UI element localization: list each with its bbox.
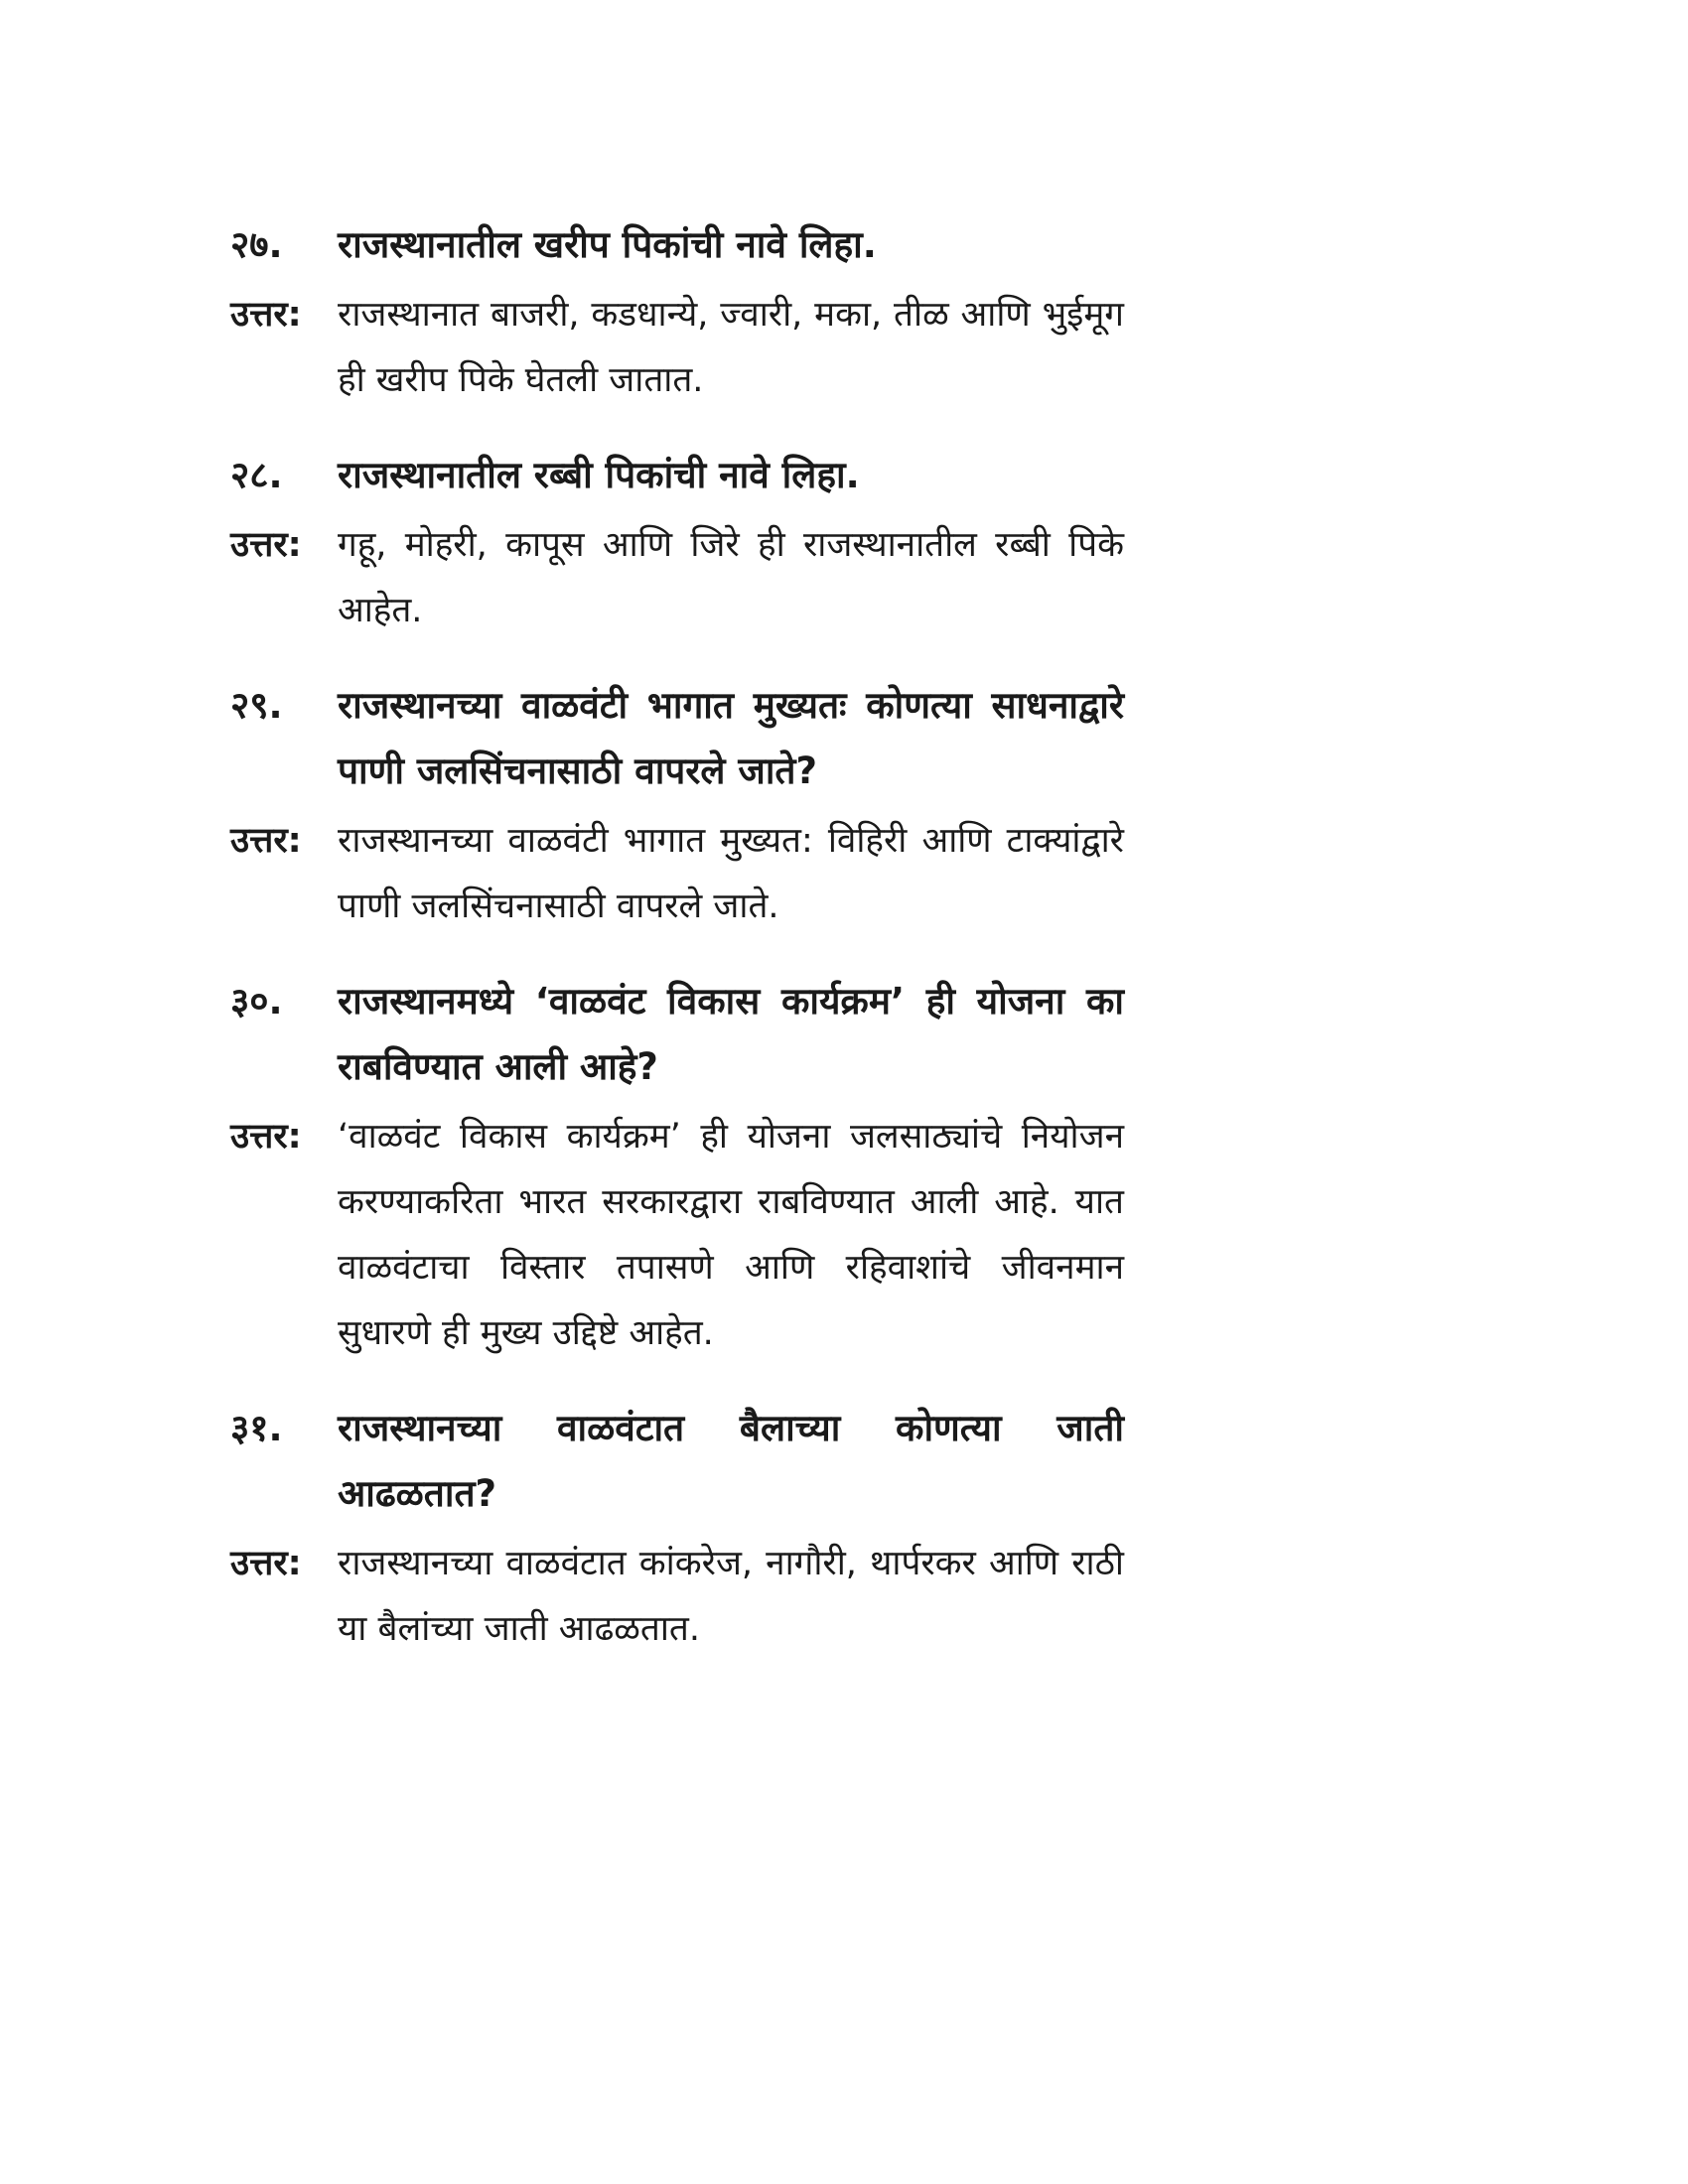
answer-label: उत्तर: xyxy=(230,1544,302,1583)
question-text: राजस्थानच्या वाळवंटात बैलाच्या कोणत्या जाती आढळतात? xyxy=(338,1407,1124,1515)
question xyxy=(230,673,1124,804)
answer xyxy=(230,282,1124,413)
question xyxy=(230,1396,1124,1527)
answer xyxy=(230,1104,1124,1366)
question xyxy=(230,969,1124,1100)
question-number: २९. xyxy=(230,684,283,727)
answer-label: उत्तर: xyxy=(230,525,302,565)
question-text: राजस्थानातील खरीप पिकांची नावे लिहा. xyxy=(338,223,877,266)
question-number: २८. xyxy=(230,454,283,496)
answer-text: राजस्थानच्या वाळवंटी भागात मुख्यत: विहिरी आणि टाक्यांद्वारे पाणी जलसिंचनासाठी वापरले जाते. xyxy=(338,821,1124,926)
question-number: ३०. xyxy=(230,980,283,1023)
question-text: राजस्थानमध्ये ‘वाळवंट विकास कार्यक्रम’ ही योजना का राबविण्यात आली आहे? xyxy=(338,980,1124,1088)
answer-label: उत्तर: xyxy=(230,821,302,861)
question xyxy=(230,212,1124,278)
answer-label: उत्तर: xyxy=(230,295,302,335)
answer xyxy=(230,512,1124,643)
answer xyxy=(230,1531,1124,1662)
qa-item-28 xyxy=(230,443,1124,643)
question-text: राजस्थानातील रब्बी पिकांची नावे लिहा. xyxy=(338,454,860,496)
question-answer-list xyxy=(230,212,1124,1692)
question xyxy=(230,443,1124,508)
answer-text: राजस्थानच्या वाळवंटात कांकरेज, नागौरी, थार्परकर आणि राठी या बैलांच्या जाती आढळतात. xyxy=(338,1544,1124,1649)
answer-text: राजस्थानात बाजरी, कडधान्ये, ज्वारी, मका, तीळ आणि भुईमूग ही खरीप पिके घेतली जातात. xyxy=(338,295,1124,400)
question-number: २७. xyxy=(230,223,283,266)
question-text: राजस्थानच्या वाळवंटी भागात मुख्यतः कोणत्या साधनाद्वारे पाणी जलसिंचनासाठी वापरले जाते? xyxy=(338,684,1124,792)
qa-item-31 xyxy=(230,1396,1124,1662)
question-number: ३१. xyxy=(230,1407,283,1449)
answer-text: गहू, मोहरी, कापूस आणि जिरे ही राजस्थानातील रब्बी पिके आहेत. xyxy=(338,525,1124,630)
answer-label: उत्तर: xyxy=(230,1117,302,1157)
qa-item-29 xyxy=(230,673,1124,939)
answer xyxy=(230,808,1124,939)
qa-item-27 xyxy=(230,212,1124,413)
qa-item-30 xyxy=(230,969,1124,1366)
answer-text: ‘वाळवंट विकास कार्यक्रम’ ही योजना जलसाठ्यांचे नियोजन करण्याकरिता भारत सरकारद्वारा राबविण्यात आली आहे. यात वाळवंटाचा विस्तार तपासणे आणि रहिवाशांचे जीवनमान सुधारणे ही मुख्य उद्दिष्टे आहेत. xyxy=(338,1117,1124,1353)
